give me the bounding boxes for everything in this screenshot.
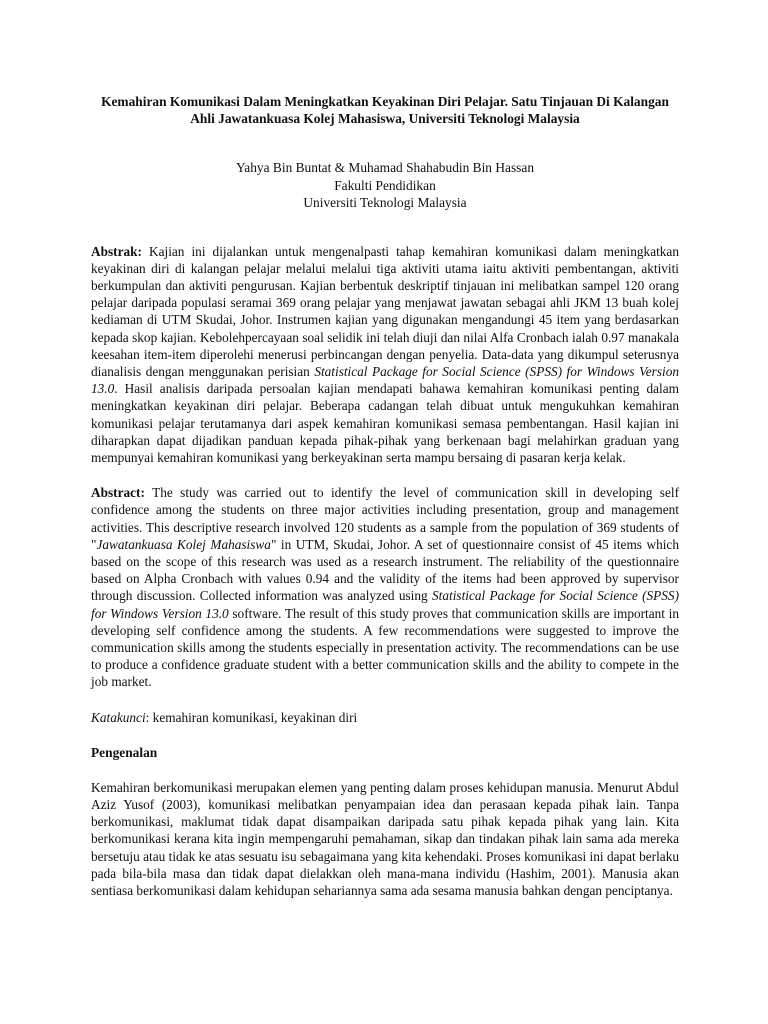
abstrak-software-name: Statistical Package for Social Science (SPSS) for Windows Version 13.0: [91, 363, 679, 397]
abstrak-text-2: . Hasil analisis daripada persoalan kajian mendapati bahawa kemahiran komunikasi penting dalam meningkatkan keyakinan diri pelajar. Beberapa cadangan telah dibuat untuk mengukuhkan kemahiran komunikasi pelajar terutamanya dari aspek kemahiran komunikasi semasa pembentangan. Hasil kajian ini diharapkan dapat dijadikan panduan kepada pihak-pihak yang berkenaan bagi melahirkan graduan yang mempunyai kemahiran komunikasi yang berkeyakinan serta mampu bersaing di pasaran kerja kelak.: [91, 381, 679, 465]
author-faculty: Fakulti Pendidikan: [334, 177, 436, 193]
document-content: [91, 93, 679, 899]
abstrak-label: Abstrak:: [91, 243, 142, 259]
paper-title-line-2: Ahli Jawatankuasa Kolej Mahasiswa, Universiti Teknologi Malaysia: [190, 111, 580, 126]
author-block: [91, 159, 679, 212]
abstract-text-1: The study was carried out to identify the level of communication skill in developing self confidence among the students on three major activities including presentation, group and management activities. This descriptive research involved 120 students as a sample from the population of 369 students of ": [91, 485, 679, 552]
abstrak-text-1: Kajian ini dijalankan untuk mengenalpasti tahap kemahiran komunikasi dalam meningkatkan keyakinan diri di kalangan pelajar melalui melalui tiga aktiviti utama iaitu aktiviti pembentangan, aktiviti berkumpulan dan aktiviti pengurusan. Kajian berbentuk deskriptif tinjauan ini melibatkan sampel 120 orang pelajar daripada populasi seramai 369 orang pelajar yang menjawat jawatan sebagai ahli JKM 13 buah kolej kediaman di UTM Skudai, Johor. Instrumen kajian yang digunakan mengandungi 45 item yang berdasarkan kepada skop kajian. Kebolehpercayaan soal selidik ini telah diuji dan nilai Alfa Cronbach ialah 0.97 manakala keesahan item-item diperolehi menerusi perbincangan dengan penyelia. Data-data yang dikumpul seterusnya dianalisis dengan menggunakan perisian: [91, 243, 679, 379]
keywords-label: Katakunci: [91, 709, 146, 725]
abstract-paragraph: [91, 484, 679, 690]
keywords-line: [91, 709, 679, 726]
abstract-label: Abstract:: [91, 485, 145, 501]
abstrak-paragraph: [91, 243, 679, 467]
keywords-text: : kemahiran komunikasi, keyakinan diri: [145, 709, 358, 725]
author-names: Yahya Bin Buntat & Muhamad Shahabudin Bin Hassan: [235, 160, 535, 175]
abstract-software-name: Statistical Package for Social Science (SPSS) for Windows Version 13.0: [91, 588, 679, 621]
paper-title: [91, 93, 679, 127]
abstract-text-2: " in UTM, Skudai, Johor. A set of questionnaire consist of 45 items which based on the scope of this research was used as a research instrument. The reliability of the questionnaire based on Alpha Cronbach with values 0.94 and the validity of the items had been approved by supervisor through discussion. Collected information was analyzed using: [91, 536, 679, 604]
author-university: Universiti Teknologi Malaysia: [303, 195, 467, 210]
abstract-committee-name: Jawatankuasa Kolej Mahasiswa: [96, 536, 271, 552]
paper-title-line-1: Kemahiran Komunikasi Dalam Meningkatkan Keyakinan Diri Pelajar. Satu Tinjauan Di Kalangan: [101, 94, 669, 109]
pengenalan-paragraph: Kemahiran berkomunikasi merupakan elemen yang penting dalam proses kehidupan manusia. Menurut Abdul Aziz Yusof (2003), komunikasi melibatkan penyampaian idea dan perasaan kepada pihak lain. Tanpa berkomunikasi, maklumat tidak dapat disampaikan daripada satu pihak kepada pihak yang lain. Kita berkomunikasi kerana kita ingin mempengaruhi pemahaman, sikap dan tindakan pihak lain sama ada mereka bersetuju atau tidak ke atas sesuatu isu sebagaimana yang kita kehendaki. Proses komunikasi ini dapat berlaku pada bila-bila masa dan tidak dapat dielakkan oleh mana-mana individu (Hashim, 2001). Manusia akan sentiasa berkomunikasi dalam kehidupan sehariannya sama ada sesama manusia bahkan dengan penciptanya.: [91, 779, 679, 898]
section-heading-pengenalan: Pengenalan: [91, 744, 158, 760]
abstract-text-3: software. The result of this study proves that communication skills are important in developing self confidence among the students. A few recommendations were suggested to improve the communication skills among the students especially in presentation activity. The recommendations can be use to produce a confidence graduate student with a better communication skills and the ability to compete in the job market.: [91, 605, 679, 690]
